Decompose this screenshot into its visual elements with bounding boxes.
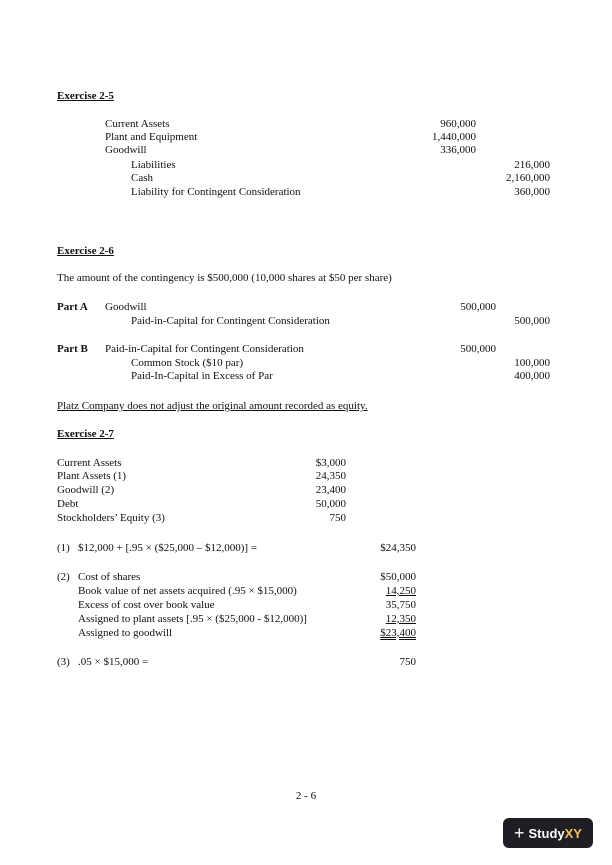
ex25-row-credit: 216,000 [514, 159, 550, 171]
ex25-row-label: Plant and Equipment [105, 131, 198, 143]
calc-2-row-label: Excess of cost over book value [78, 599, 215, 611]
ex27-row-value: 23,400 [315, 484, 346, 496]
calc-1-number: (1) [57, 542, 70, 554]
calc-2-row-value: 12,350 [385, 613, 416, 625]
calc-2-row-label: Assigned to goodwill [78, 627, 173, 639]
ex26-note: Platz Company does not adjust the original amount recorded as equity. [57, 400, 368, 412]
part-a-label: Part A [57, 301, 88, 313]
calc-1-value: $24,350 [380, 542, 416, 554]
exercise-2-6-heading: Exercise 2-6 [57, 245, 114, 257]
studyxy-logo [503, 818, 593, 848]
ex25-row-label: Current Assets [105, 118, 170, 130]
calc-2-row-label: Book value of net assets acquired (.95 × $15,000) [78, 585, 297, 597]
ex26-row-debit: 500,000 [460, 301, 496, 313]
ex26-row-label: Goodwill [105, 301, 147, 313]
ex27-row-label: Debt [57, 498, 79, 510]
page-number: 2 - 6 [295, 790, 317, 802]
ex25-row-label: Goodwill [105, 144, 147, 156]
ex25-row-label: Cash [131, 172, 153, 184]
ex26-intro: The amount of the contingency is $500,000 (10,000 shares at $50 per share) [57, 272, 392, 284]
calc-2-number: (2) [57, 571, 70, 583]
ex27-row-value: 750 [329, 512, 346, 524]
ex25-row-credit: 2,160,000 [506, 172, 550, 184]
calc-1-formula: $12,000 + [.95 × ($25,000 – $12,000)] = [78, 542, 258, 554]
calc-2-row-label: Assigned to plant assets [.95 × ($25,000 - $12,000)] [78, 613, 307, 625]
ex26-row-credit: 400,000 [514, 370, 550, 382]
ex25-row-credit: 360,000 [514, 186, 550, 198]
ex27-row-label: Current Assets [57, 457, 122, 469]
ex27-row-value: 24,350 [315, 470, 346, 482]
ex27-row-value: $3,000 [315, 457, 346, 469]
ex26-row-label: Paid-in-Capital for Contingent Consideration [131, 315, 330, 327]
calc-3-formula: .05 × $15,000 = [78, 656, 149, 668]
ex26-row-label: Paid-in-Capital for Contingent Consideration [105, 343, 304, 355]
ex25-row-debit: 960,000 [440, 118, 476, 130]
calc-2-row-value: $23,400 [380, 627, 416, 639]
ex26-row-credit: 500,000 [514, 315, 550, 327]
brand-name-main: Study [528, 825, 565, 841]
ex27-row-label: Plant Assets (1) [57, 470, 127, 482]
ex26-row-credit: 100,000 [514, 357, 550, 369]
ex25-row-label: Liability for Contingent Consideration [131, 186, 301, 198]
ex27-row-label: Stockholders’ Equity (3) [57, 512, 165, 524]
calc-2-row-value: 35,750 [385, 599, 416, 611]
ex27-row-label: Goodwill (2) [57, 484, 115, 496]
ex25-row-debit: 1,440,000 [432, 131, 476, 143]
ex26-row-label: Common Stock ($10 par) [131, 357, 244, 369]
calc-2-row-value: $50,000 [380, 571, 416, 583]
plus-icon: + [514, 823, 525, 843]
ex27-row-value: 50,000 [315, 498, 346, 510]
part-b-label: Part B [57, 343, 88, 355]
ex26-row-debit: 500,000 [460, 343, 496, 355]
calc-2-row-label: Cost of shares [78, 571, 141, 583]
calc-3-value: 750 [399, 656, 416, 668]
ex25-row-label: Liabilities [131, 159, 176, 171]
exercise-2-5-heading: Exercise 2-5 [57, 90, 114, 102]
ex25-row-debit: 336,000 [440, 144, 476, 156]
calc-2-row-value: 14,250 [385, 585, 416, 597]
brand-name-accent: XY [564, 825, 582, 841]
exercise-2-7-heading: Exercise 2-7 [57, 428, 114, 440]
ex26-row-label: Paid-In-Capital in Excess of Par [131, 370, 273, 382]
calc-3-number: (3) [57, 656, 70, 668]
